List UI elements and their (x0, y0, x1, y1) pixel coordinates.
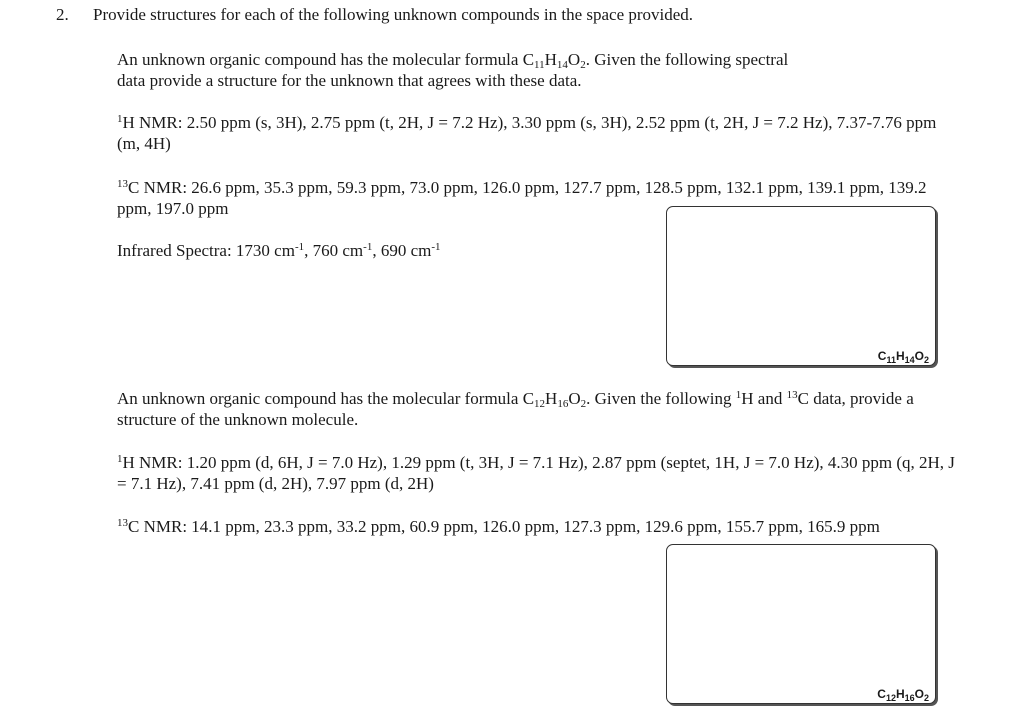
question-number: 2. (56, 5, 69, 24)
compound2-intro: An unknown organic compound has the molecular formula $C_{12}H_{16}O_2$. Given the following $^1$H and $^{13}$C data, provide a structure of the unknown molecule. (117, 389, 914, 429)
compound1-answer-box[interactable] (666, 206, 936, 366)
compound1-c-nmr: $^{13}$C NMR: 26.6 ppm, 35.3 ppm, 59.3 ppm, 73.0 ppm, 126.0 ppm, 127.7 ppm, 128.5 ppm, 132.1 ppm, 139.1 ppm, 139.2 ppm, 197.0 ppm (117, 178, 927, 218)
compound1-formula-label: $C_{11}H_{14}O_2$ (877, 349, 929, 365)
compound2-answer-box[interactable] (666, 544, 936, 704)
compound2-h-nmr: $^1$H NMR: 1.20 ppm (d, 6H, J = 7.0 Hz), 1.29 ppm (t, 3H, J = 7.1 Hz), 2.87 ppm (septet, 1H, J = 7.0 Hz), 4.30 ppm (q, 2H, J = 7.1 Hz), 7.41 ppm (d, 2H), 7.97 ppm (d, 2H) (117, 453, 955, 493)
compound1-h-nmr: $^1$H NMR: 2.50 ppm (s, 3H), 2.75 ppm (t, 2H, J = 7.2 Hz), 3.30 ppm (s, 3H), 2.52 ppm (t, 2H, J = 7.2 Hz), 7.37-7.76 ppm (m, 4H) (117, 113, 937, 153)
compound1-intro: An unknown organic compound has the molecular formula $C_{11}H_{14}O_2$. Given the following spectral data provide a structure for the unknown that agrees with these data. (117, 50, 789, 90)
compound2-c-nmr: $^{13}$C NMR: 14.1 ppm, 23.3 ppm, 33.2 ppm, 60.9 ppm, 126.0 ppm, 127.3 ppm, 129.6 ppm, 155.7 ppm, 165.9 ppm (117, 517, 880, 536)
compound1-ir: Infrared Spectra: 1730 $cm^{-1}$, 760 $cm^{-1}$, 690 $cm^{-1}$ (117, 241, 441, 260)
compound2-formula-label: $C_{12}H_{16}O_2$ (877, 687, 929, 703)
question-prompt: Provide structures for each of the following unknown compounds in the space provided. (93, 5, 694, 24)
